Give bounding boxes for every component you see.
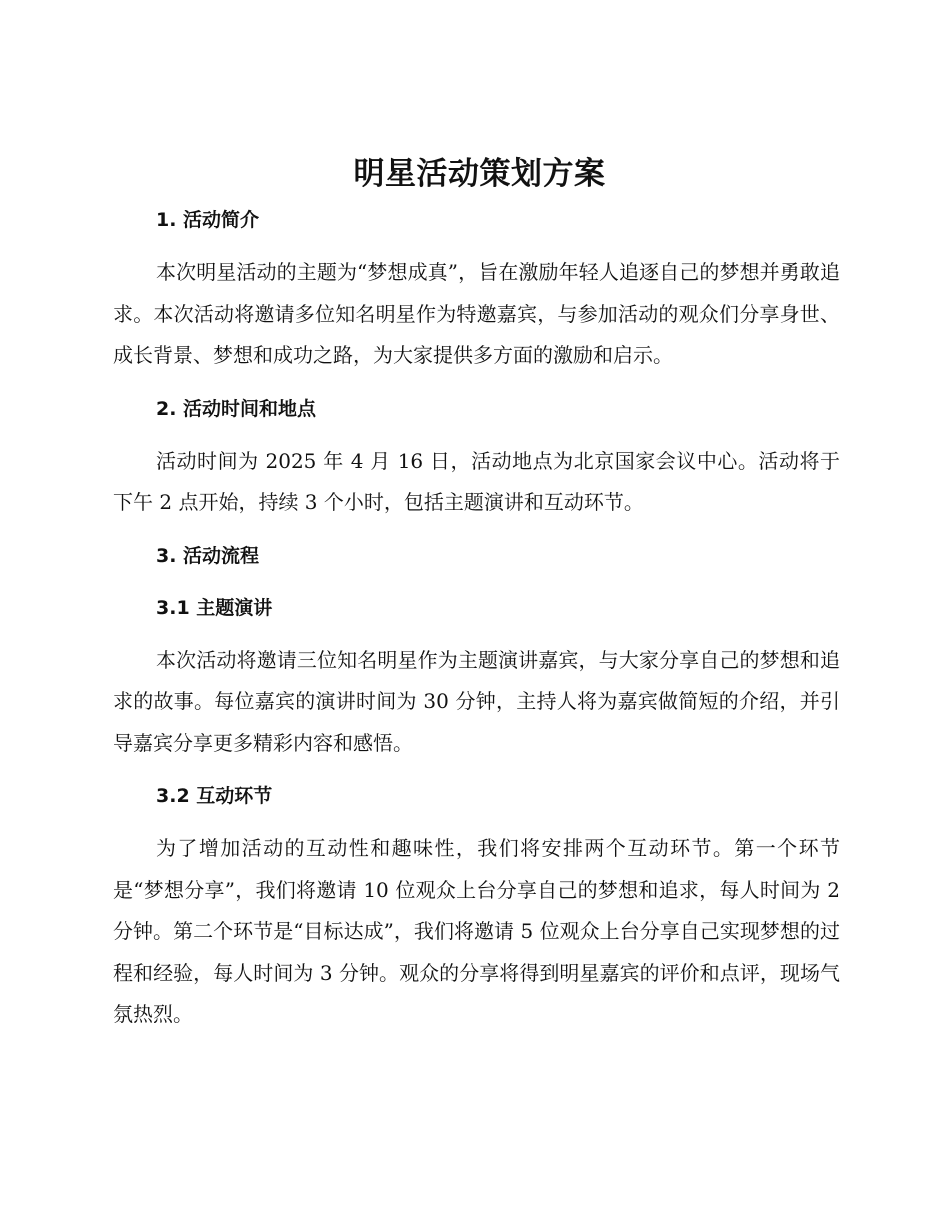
subsection-heading-keynote: 3.1 主题演讲: [156, 596, 273, 619]
section-heading-process: 3. 活动流程: [156, 544, 260, 567]
section-heading-intro: 1. 活动简介: [156, 209, 260, 231]
section-heading-time-place: 2. 活动时间和地点: [156, 397, 317, 420]
section-paragraph-intro: 本次明星活动的主题为“梦想成真”，旨在激励年轻人追逐自己的梦想并勇敢追求。本次活动将邀请多位知名明星作为特邀嘉宾，与参加活动的观众们分享身世、成长背景、梦想和成功之路，为大家提供多方面的激励和启示。: [113, 260, 840, 367]
subsection-heading-interaction: 3.2 互动环节: [156, 785, 273, 807]
subsection-paragraph-keynote: 本次活动将邀请三位知名明星作为主题演讲嘉宾，与大家分享自己的梦想和追求的故事。每位嘉宾的演讲时间为 30 分钟，主持人将为嘉宾做简短的介绍，并引导嘉宾分享更多精彩内容和感悟。: [113, 647, 840, 755]
section-paragraph-time-place: 活动时间为 2025 年 4 月 16 日，活动地点为北京国家会议中心。活动将于下午 2 点开始，持续 3 个小时，包括主题演讲和互动环节。: [113, 448, 840, 514]
document-title: 明星活动策划方案: [353, 156, 606, 192]
document-body: [113, 148, 840, 1036]
subsection-paragraph-interaction: 为了增加活动的互动性和趣味性，我们将安排两个互动环节。第一个环节是“梦想分享”，我们将邀请 10 位观众上台分享自己的梦想和追求，每人时间为 2 分钟。第二个环节是“目标达成”，我们将邀请 5 位观众上台分享自己实现梦想的过程和经验，每人时间为 3 分钟。观众的分享将得到明星嘉宾的评价和点评，现场气氛热烈。: [113, 836, 840, 1026]
